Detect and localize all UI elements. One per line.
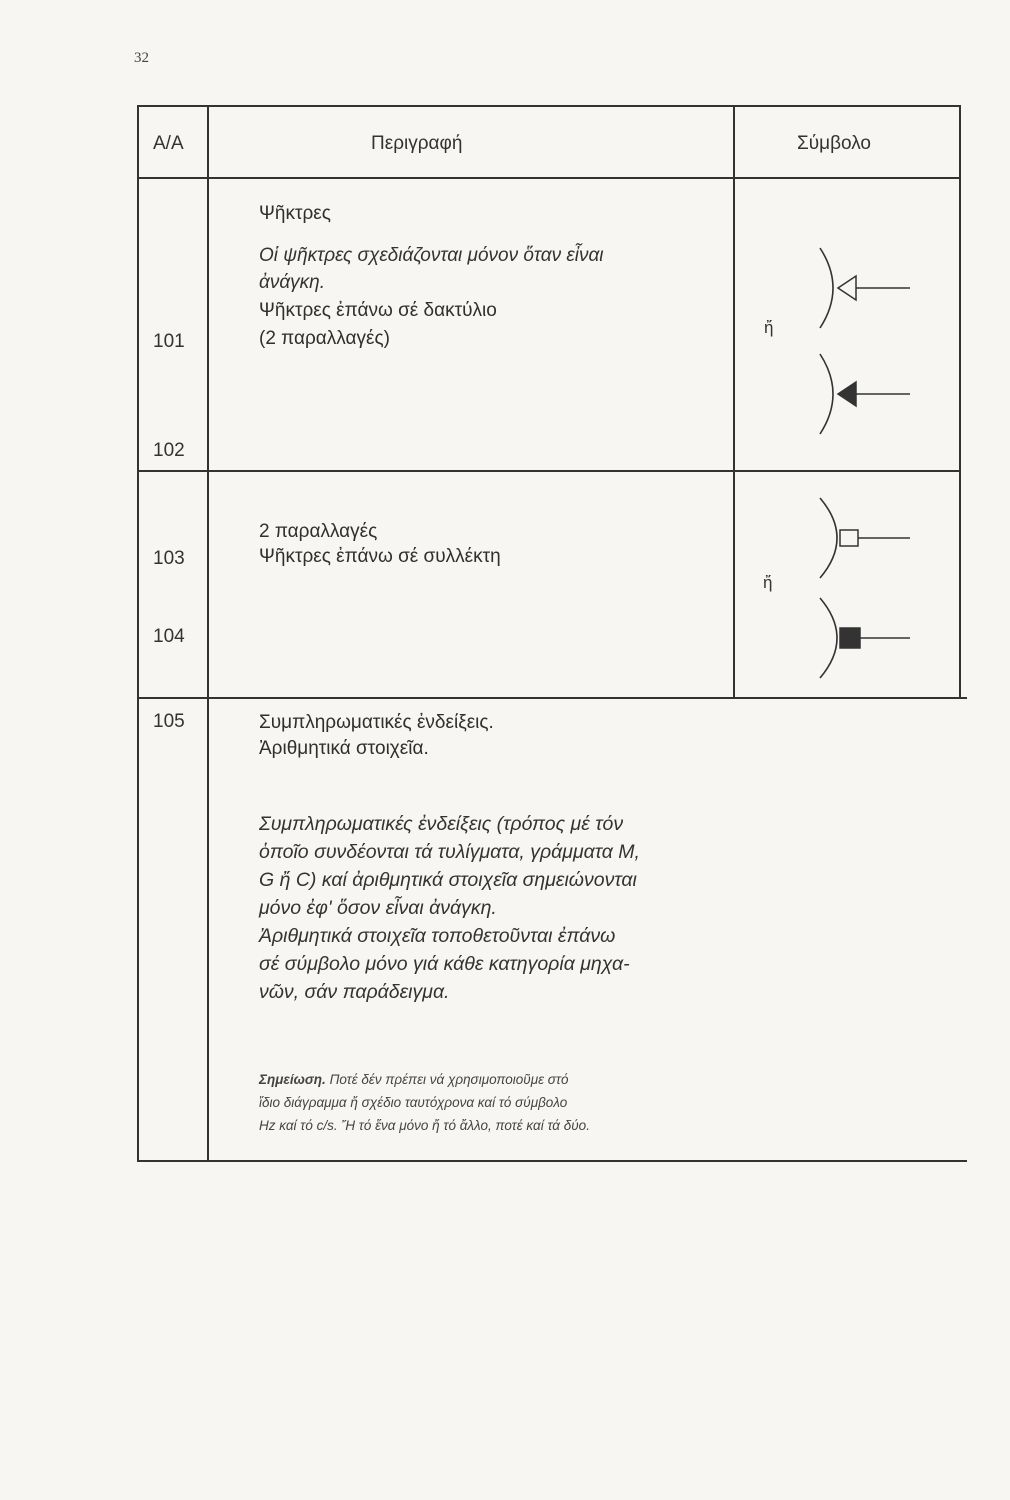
commutator-arc — [820, 498, 837, 578]
section-title-sockets: Ψῆκτρες — [259, 203, 331, 224]
commutator-line1: 2 παραλλαγές — [259, 521, 378, 542]
column-divider-2 — [733, 105, 735, 697]
table-right-border — [959, 105, 961, 697]
table-top-border — [137, 105, 960, 107]
page-number: 32 — [134, 50, 149, 66]
body-line: Συμπληρωματικές ἐνδείξεις (τρόπος μέ τόν — [259, 813, 624, 835]
ring-arc — [820, 248, 833, 328]
or-label-101-102: ἤ — [764, 318, 774, 337]
sockets-note-line1: Οἱ ψῆκτρες σχεδιάζονται μόνον ὅταν εἶναι — [259, 245, 604, 266]
supplementary-body — [259, 810, 640, 1006]
commutator-line2: Ψῆκτρες ἐπάνω σέ συλλέκτη — [259, 546, 501, 567]
row-number-102: 102 — [153, 440, 185, 461]
filled-triangle-brush — [838, 382, 856, 406]
body-line: σέ σύμβολο μόνο γιά κάθε κατηγορία μηχα- — [259, 953, 630, 975]
open-triangle-brush — [838, 276, 856, 300]
commutator-arc — [820, 598, 837, 678]
symbol-101-open-triangle-socket — [810, 244, 920, 334]
open-square-brush — [840, 530, 858, 546]
sockets-ring-line2: (2 παραλλαγές) — [259, 328, 390, 349]
body-line: νῶν, σάν παράδειγμα. — [259, 981, 450, 1003]
row-divider-104-105 — [137, 697, 967, 699]
symbol-103-open-square-brush — [810, 494, 920, 584]
header-description: Περιγραφή — [371, 133, 463, 154]
row-number-104: 104 — [153, 626, 185, 647]
header-aa: A/A — [153, 133, 184, 154]
row-divider-102-103 — [137, 470, 960, 472]
body-line: μόνο ἐφ' ὅσον εἶναι ἀνάγκη. — [259, 897, 497, 919]
table-left-border — [137, 105, 139, 1162]
sockets-note-line2: ἀνάγκη. — [259, 272, 325, 293]
supplementary-title-line1: Συμπληρωματικές ἐνδείξεις. — [259, 712, 494, 733]
note-line2: ἴδιο διάγραμμα ἤ σχέδιο ταυτόχρονα καί τό σύμβολο — [259, 1095, 568, 1110]
body-line: G ἤ C) καί ἀριθμητικά στοιχεῖα σημειώνονται — [259, 869, 637, 891]
symbol-104-filled-square-brush — [810, 594, 920, 684]
row-number-101: 101 — [153, 331, 185, 352]
note-line3: Hz καί τό c/s. Ἤ τό ἕνα μόνο ἤ τό ἄλλο, ποτέ καί τά δύο. — [259, 1118, 590, 1133]
table-bottom-border — [137, 1160, 967, 1162]
row-number-105: 105 — [153, 711, 185, 732]
filled-square-brush — [840, 628, 860, 648]
ring-arc — [820, 354, 833, 434]
body-line: ὁποῖο συνδέονται τά τυλίγματα, γράμματα Μ, — [259, 841, 640, 863]
note-label: Σημείωση. — [259, 1072, 326, 1087]
symbol-102-filled-triangle-socket — [810, 350, 920, 440]
column-divider-1 — [207, 105, 209, 1162]
body-line: Ἀριθμητικά στοιχεῖα τοποθετοῦνται ἐπάνω — [259, 925, 616, 947]
header-symbol: Σύμβολο — [797, 133, 871, 154]
header-bottom-border — [137, 177, 960, 179]
note-block — [259, 1068, 590, 1137]
or-label-103-104: ἤ — [763, 573, 773, 592]
note-line1: Ποτέ δέν πρέπει νά χρησιμοποιοῦμε στό — [329, 1072, 569, 1087]
row-number-103: 103 — [153, 548, 185, 569]
sockets-ring-line1: Ψῆκτρες ἐπάνω σέ δακτύλιο — [259, 300, 497, 321]
supplementary-title-line2: Ἀριθμητικά στοιχεῖα. — [259, 738, 429, 759]
